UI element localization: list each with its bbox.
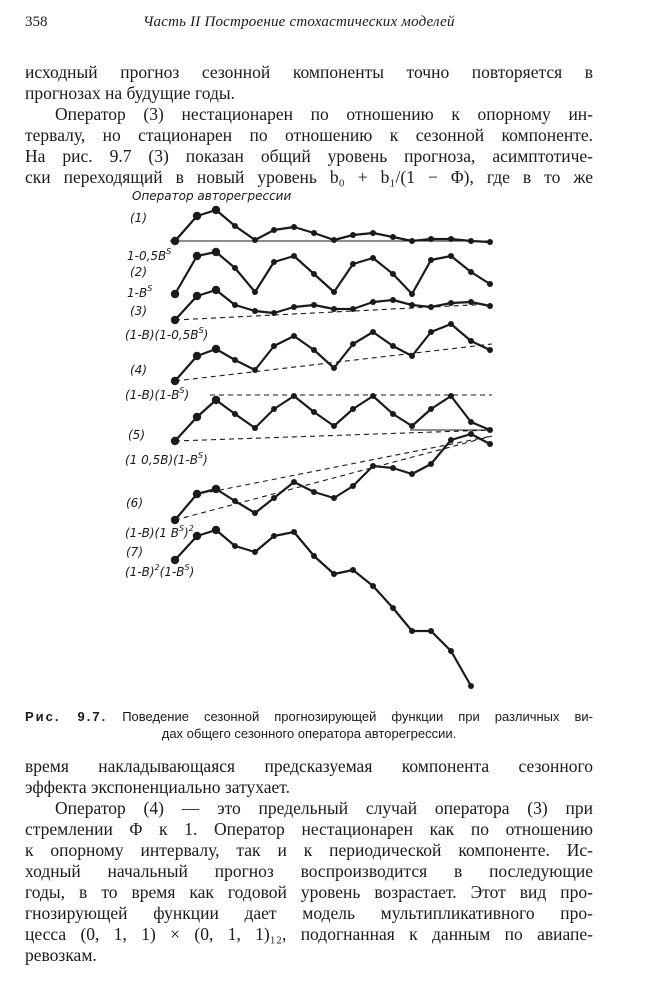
text-line: ски переходящий в новый уровень b₀ + b₁/(1 − Φ), где в то же: [25, 167, 593, 187]
forecast-point: [212, 248, 220, 256]
forecast-point: [311, 230, 317, 236]
operator-label: $(1-B)^2(1-B^S)$: [125, 563, 195, 579]
forecast-point: [252, 367, 258, 373]
forecast-point: [448, 236, 454, 242]
forecast-point: [193, 352, 201, 360]
forecast-point: [252, 237, 258, 243]
text-line: годы, в то время как годовой уровень возрастает. Этот вид про-: [25, 882, 593, 902]
text-line: ходный начальный прогноз воспроизводится в последующие: [25, 861, 593, 881]
forecast-point: [212, 286, 220, 294]
forecast-point: [350, 261, 356, 267]
text-line: На рис. 9.7 (3) показан общий уровень прогноза, асимптотиче-: [25, 146, 593, 166]
forecast-point: [171, 377, 179, 385]
forecast-line: [175, 210, 490, 242]
forecast-point: [468, 419, 474, 425]
forecast-point: [311, 347, 317, 353]
forecast-point: [291, 253, 297, 259]
row-label: (5): [128, 428, 145, 442]
forecast-point: [252, 510, 258, 516]
forecast-point: [409, 628, 415, 634]
forecast-point: [448, 253, 454, 259]
level-line: [210, 436, 492, 492]
forecast-point: [409, 353, 415, 359]
text-line: тервалу, но стационарен по отношению к сезонной компоненте.: [25, 125, 593, 145]
operator-label: (1 $0,5B)(1-B^S)$: [125, 451, 208, 467]
forecast-point: [232, 411, 238, 417]
forecast-point: [212, 206, 220, 214]
forecast-point: [291, 393, 297, 399]
forecast-point: [171, 316, 179, 324]
forecast-point: [331, 306, 337, 312]
figure-caption: [25, 708, 593, 742]
forecast-point: [171, 556, 179, 564]
text-line: гнозирующей функции дает модель мультипликативного про-: [25, 903, 593, 923]
forecast-point: [409, 291, 415, 297]
forecast-point: [193, 413, 201, 421]
forecast-point: [331, 423, 337, 429]
forecast-point: [271, 495, 277, 501]
page-number: 358: [25, 14, 48, 30]
forecast-point: [448, 437, 454, 443]
forecast-point: [171, 237, 179, 245]
forecast-point: [428, 628, 434, 634]
text-line: цесса (0, 1, 1) × (0, 1, 1)₁₂, подогнанная к данным по авиапе-: [25, 924, 593, 944]
forecast-point: [428, 406, 434, 412]
forecast-point: [350, 406, 356, 412]
forecast-point: [409, 238, 415, 244]
forecast-point: [193, 532, 201, 540]
text-line: стремлении Φ к 1. Оператор нестационарен как по отношению: [25, 819, 593, 839]
forecast-point: [350, 567, 356, 573]
forecast-point: [370, 393, 376, 399]
forecast-point: [390, 343, 396, 349]
row-label: (2): [130, 265, 147, 279]
forecast-point: [232, 543, 238, 549]
forecast-point: [468, 238, 474, 244]
forecast-point: [370, 463, 376, 469]
forecast-point: [468, 269, 474, 275]
forecast-point: [291, 304, 297, 310]
forecast-point: [232, 223, 238, 229]
forecast-point: [291, 479, 297, 485]
forecast-point: [252, 425, 258, 431]
forecast-point: [252, 549, 258, 555]
forecast-point: [487, 441, 493, 447]
forecast-point: [331, 571, 337, 577]
forecast-point: [390, 234, 396, 240]
forecast-point: [171, 290, 179, 298]
level-line: [175, 344, 492, 381]
forecast-line: [175, 252, 490, 294]
forecast-point: [271, 227, 277, 233]
forecast-point: [331, 495, 337, 501]
forecast-point: [428, 461, 434, 467]
forecast-point: [370, 329, 376, 335]
forecast-point: [193, 292, 201, 300]
forecast-point: [232, 498, 238, 504]
caption-line: дах общего сезонного оператора авторегрессии.: [161, 726, 457, 741]
forecast-point: [171, 437, 179, 445]
forecast-point: [193, 212, 201, 220]
forecast-point: [331, 289, 337, 295]
forecast-point: [271, 259, 277, 265]
forecast-point: [409, 423, 415, 429]
forecast-point: [468, 683, 474, 689]
text-line: эффекта экспоненциально затухает.: [25, 777, 290, 797]
forecast-point: [428, 329, 434, 335]
forecast-point: [193, 490, 201, 498]
forecast-line: [175, 324, 490, 381]
forecast-point: [428, 257, 434, 263]
forecast-point: [428, 304, 434, 310]
forecast-point: [291, 224, 297, 230]
forecast-point: [487, 303, 493, 309]
forecast-line: [175, 396, 490, 441]
forecast-point: [468, 431, 474, 437]
forecast-point: [468, 338, 474, 344]
forecast-point: [331, 237, 337, 243]
row-label: (3): [130, 304, 147, 318]
forecast-point: [370, 299, 376, 305]
forecast-point: [409, 471, 415, 477]
operator-label: (1-B)(1 $B^S)^2$: [125, 524, 194, 540]
forecast-point: [409, 302, 415, 308]
forecast-point: [350, 306, 356, 312]
operator-label: $1-0,5B^S$: [127, 247, 172, 263]
forecast-point: [390, 297, 396, 303]
top-paragraph: [25, 62, 593, 188]
forecast-point: [370, 583, 376, 589]
running-head: Часть II Построение стохастических моделей: [143, 14, 455, 30]
forecast-point: [212, 526, 220, 534]
text-line: прогнозах на будущие годы.: [25, 83, 236, 103]
forecast-point: [271, 533, 277, 539]
forecast-point: [212, 396, 220, 404]
forecast-point: [291, 529, 297, 535]
forecast-point: [448, 393, 454, 399]
forecast-figure: [110, 184, 510, 699]
forecast-point: [311, 553, 317, 559]
row-label: (7): [126, 545, 143, 559]
forecast-point: [291, 333, 297, 339]
row-label: (4): [130, 363, 147, 377]
level-line: [175, 430, 492, 441]
forecast-point: [311, 302, 317, 308]
forecast-point: [487, 239, 493, 245]
forecast-point: [232, 302, 238, 308]
forecast-point: [311, 489, 317, 495]
forecast-point: [390, 605, 396, 611]
forecast-point: [311, 409, 317, 415]
text-line: Оператор (3) нестационарен по отношению к опорному ин-: [55, 104, 593, 124]
forecast-point: [370, 230, 376, 236]
operator-label: $(1-B)(1-0,5B^S)$: [125, 326, 209, 342]
forecast-point: [428, 236, 434, 242]
page-header: [25, 14, 595, 36]
bottom-paragraph: [25, 756, 593, 966]
forecast-point: [370, 255, 376, 261]
forecast-point: [390, 465, 396, 471]
forecast-point: [232, 265, 238, 271]
operator-label: $(1-B)(1-B^S)$: [125, 386, 190, 402]
forecast-point: [487, 427, 493, 433]
text-line: ревозкам.: [25, 945, 97, 965]
forecast-point: [448, 300, 454, 306]
forecast-point: [232, 357, 238, 363]
row-label: (1): [130, 211, 147, 225]
forecast-curves: [170, 206, 493, 689]
text-line: Оператор (4) — это предельный случай оператора (3) при: [55, 798, 593, 818]
caption-line: Рис. 9.7. Поведение сезонной прогнозирующей функции при различных ви-: [25, 709, 593, 724]
forecast-point: [331, 365, 337, 371]
forecast-point: [212, 345, 220, 353]
operator-label: $1-B^S$: [127, 284, 153, 300]
forecast-point: [193, 252, 201, 260]
text-line: время накладывающаяся предсказуемая компонента сезонного: [25, 756, 593, 776]
forecast-point: [252, 289, 258, 295]
figure-title: Оператор авторегрессии: [132, 189, 292, 203]
forecast-point: [390, 411, 396, 417]
forecast-line: [175, 530, 471, 686]
forecast-point: [487, 347, 493, 353]
forecast-point: [271, 343, 277, 349]
forecast-point: [448, 648, 454, 654]
text-line: исходный прогноз сезонной компоненты точно повторяется в: [25, 62, 593, 82]
forecast-point: [468, 299, 474, 305]
forecast-point: [487, 281, 493, 287]
forecast-point: [390, 271, 396, 277]
forecast-point: [311, 271, 317, 277]
forecast-point: [350, 232, 356, 238]
text-line: к опорному интервалу, так и к периодической компоненте. Ис-: [25, 840, 593, 860]
row-label: (6): [126, 496, 143, 510]
forecast-point: [212, 485, 220, 493]
forecast-point: [448, 321, 454, 327]
forecast-point: [350, 483, 356, 489]
forecast-point: [271, 310, 277, 316]
forecast-point: [350, 341, 356, 347]
forecast-point: [252, 308, 258, 314]
forecast-point: [271, 406, 277, 412]
forecast-point: [171, 516, 179, 524]
